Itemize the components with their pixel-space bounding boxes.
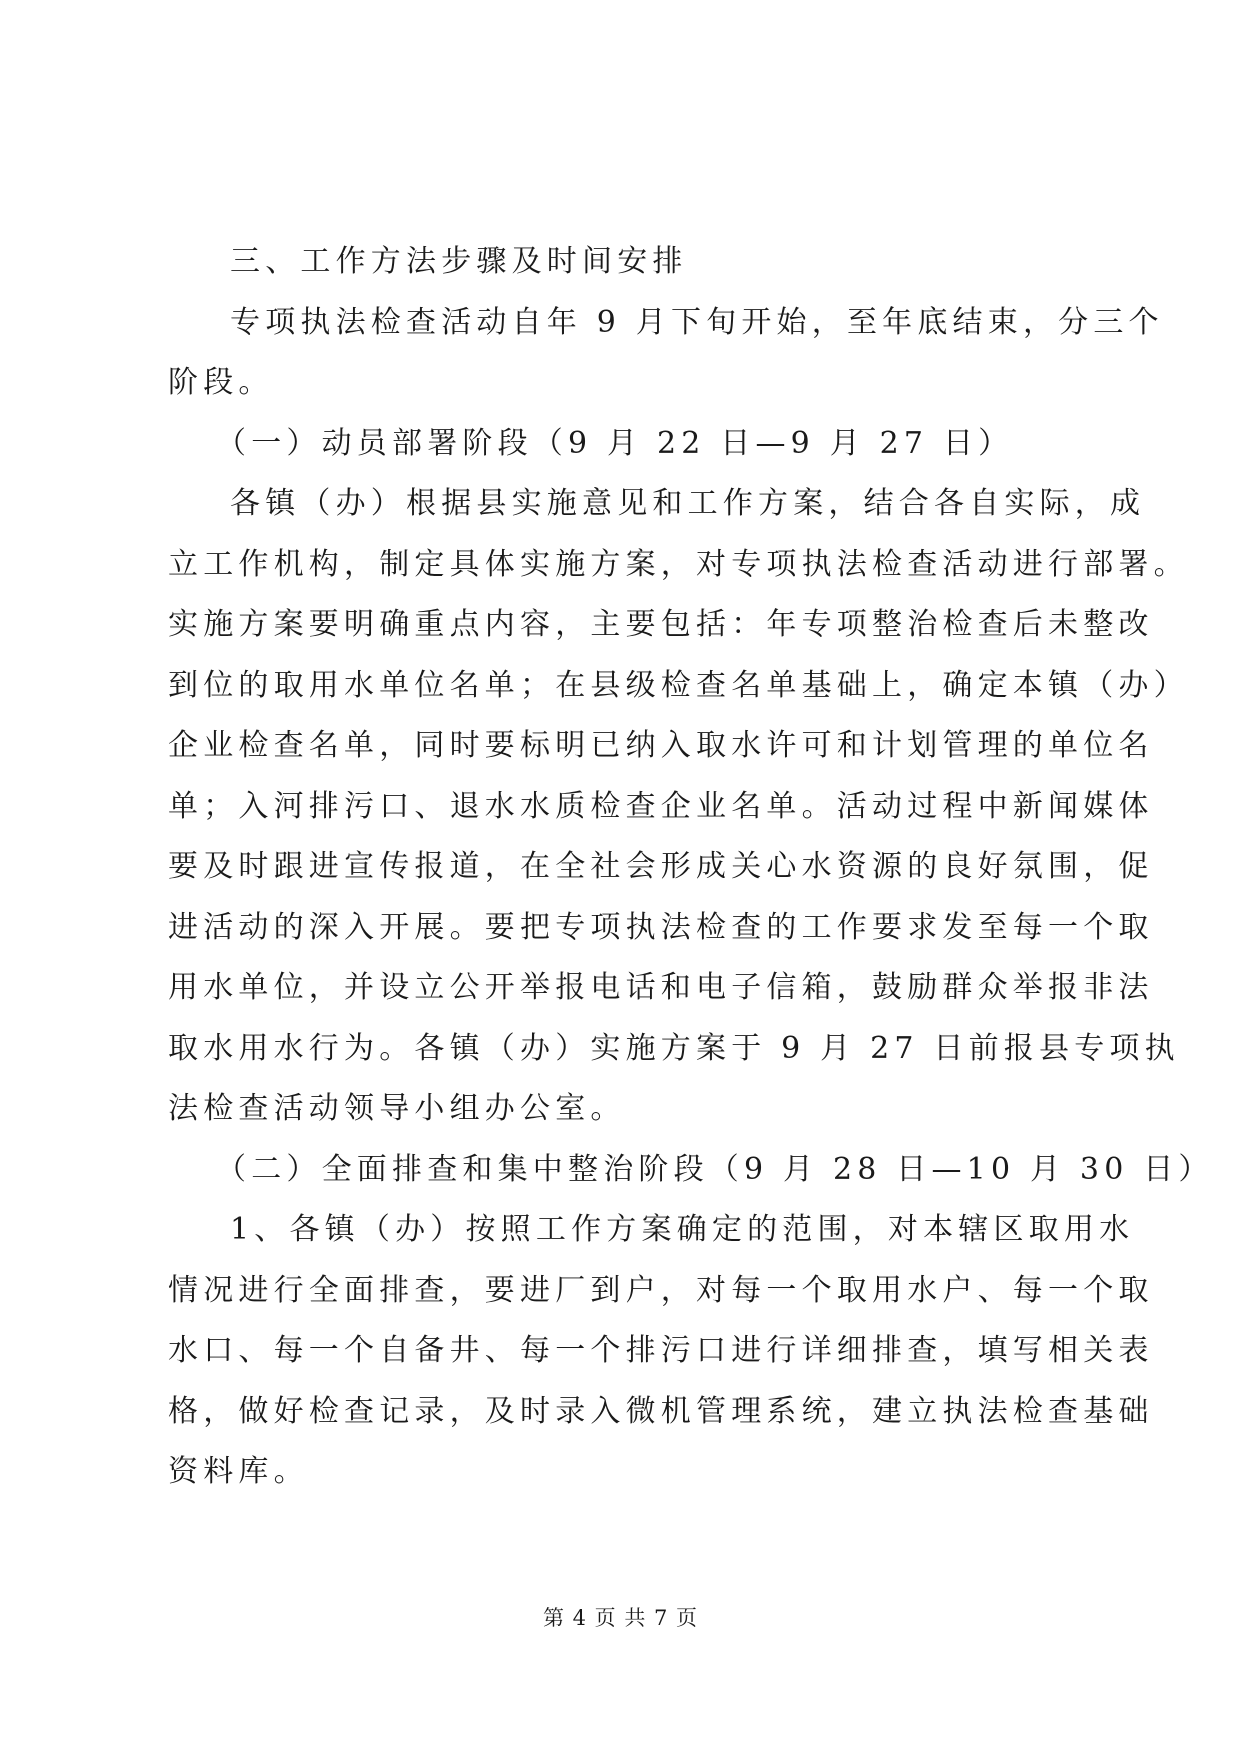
page-footer: 第 4 页 共 7 页 [542,1606,699,1630]
text-line: （二）全面排查和集中整治阶段（9 月 28 日—10 月 30 日） [216,1151,1214,1187]
text-line: 三、工作方法步骤及时间安排 [230,244,688,279]
text-line: 用水单位，并设立公开举报电话和电子信箱，鼓励群众举报非法 [168,970,1154,1005]
text-line: 到位的取用水单位名单；在县级检查名单基础上，确定本镇（办） [168,667,1189,703]
text-line: 资料库。 [168,1454,309,1489]
text-line: 专项执法检查活动自年 9 月下旬开始，至年底结束，分三个 [230,304,1164,340]
text-line: 企业检查名单，同时要标明已纳入取水许可和计划管理的单位名 [168,728,1154,763]
text-line: 各镇（办）根据县实施意见和工作方案，结合各自实际，成 [230,486,1146,521]
text-line: 单；入河排污口、退水水质检查企业名单。活动过程中新闻媒体 [168,788,1154,824]
text-line: 实施方案要明确重点内容，主要包括：年专项整治检查后未整改 [168,607,1154,642]
text-line: 情况进行全面排查，要进厂到户，对每一个取用水户、每一个取 [168,1272,1154,1308]
text-line: 要及时跟进宣传报道，在全社会形成关心水资源的良好氛围，促 [168,849,1154,884]
text-line: 取水用水行为。各镇（办）实施方案于 9 月 27 日前报县专项执 [168,1030,1180,1066]
text-line: （一）动员部署阶段（9 月 22 日—9 月 27 日） [216,425,1014,461]
text-line: 立工作机构，制定具体实施方案，对专项执法检查活动进行部署。 [168,546,1189,582]
text-line: 1、各镇（办）按照工作方案确定的范围，对本辖区取用水 [230,1212,1135,1247]
text-line: 格，做好检查记录，及时录入微机管理系统，建立执法检查基础 [168,1393,1154,1429]
text-line: 水口、每一个自备井、每一个排污口进行详细排查，填写相关表 [168,1333,1154,1368]
document-body [168,232,1214,1503]
text-line: 进活动的深入开展。要把专项执法检查的工作要求发至每一个取 [168,909,1154,945]
text-line: 阶段。 [168,365,274,400]
text-line: 法检查活动领导小组办公室。 [168,1091,626,1126]
